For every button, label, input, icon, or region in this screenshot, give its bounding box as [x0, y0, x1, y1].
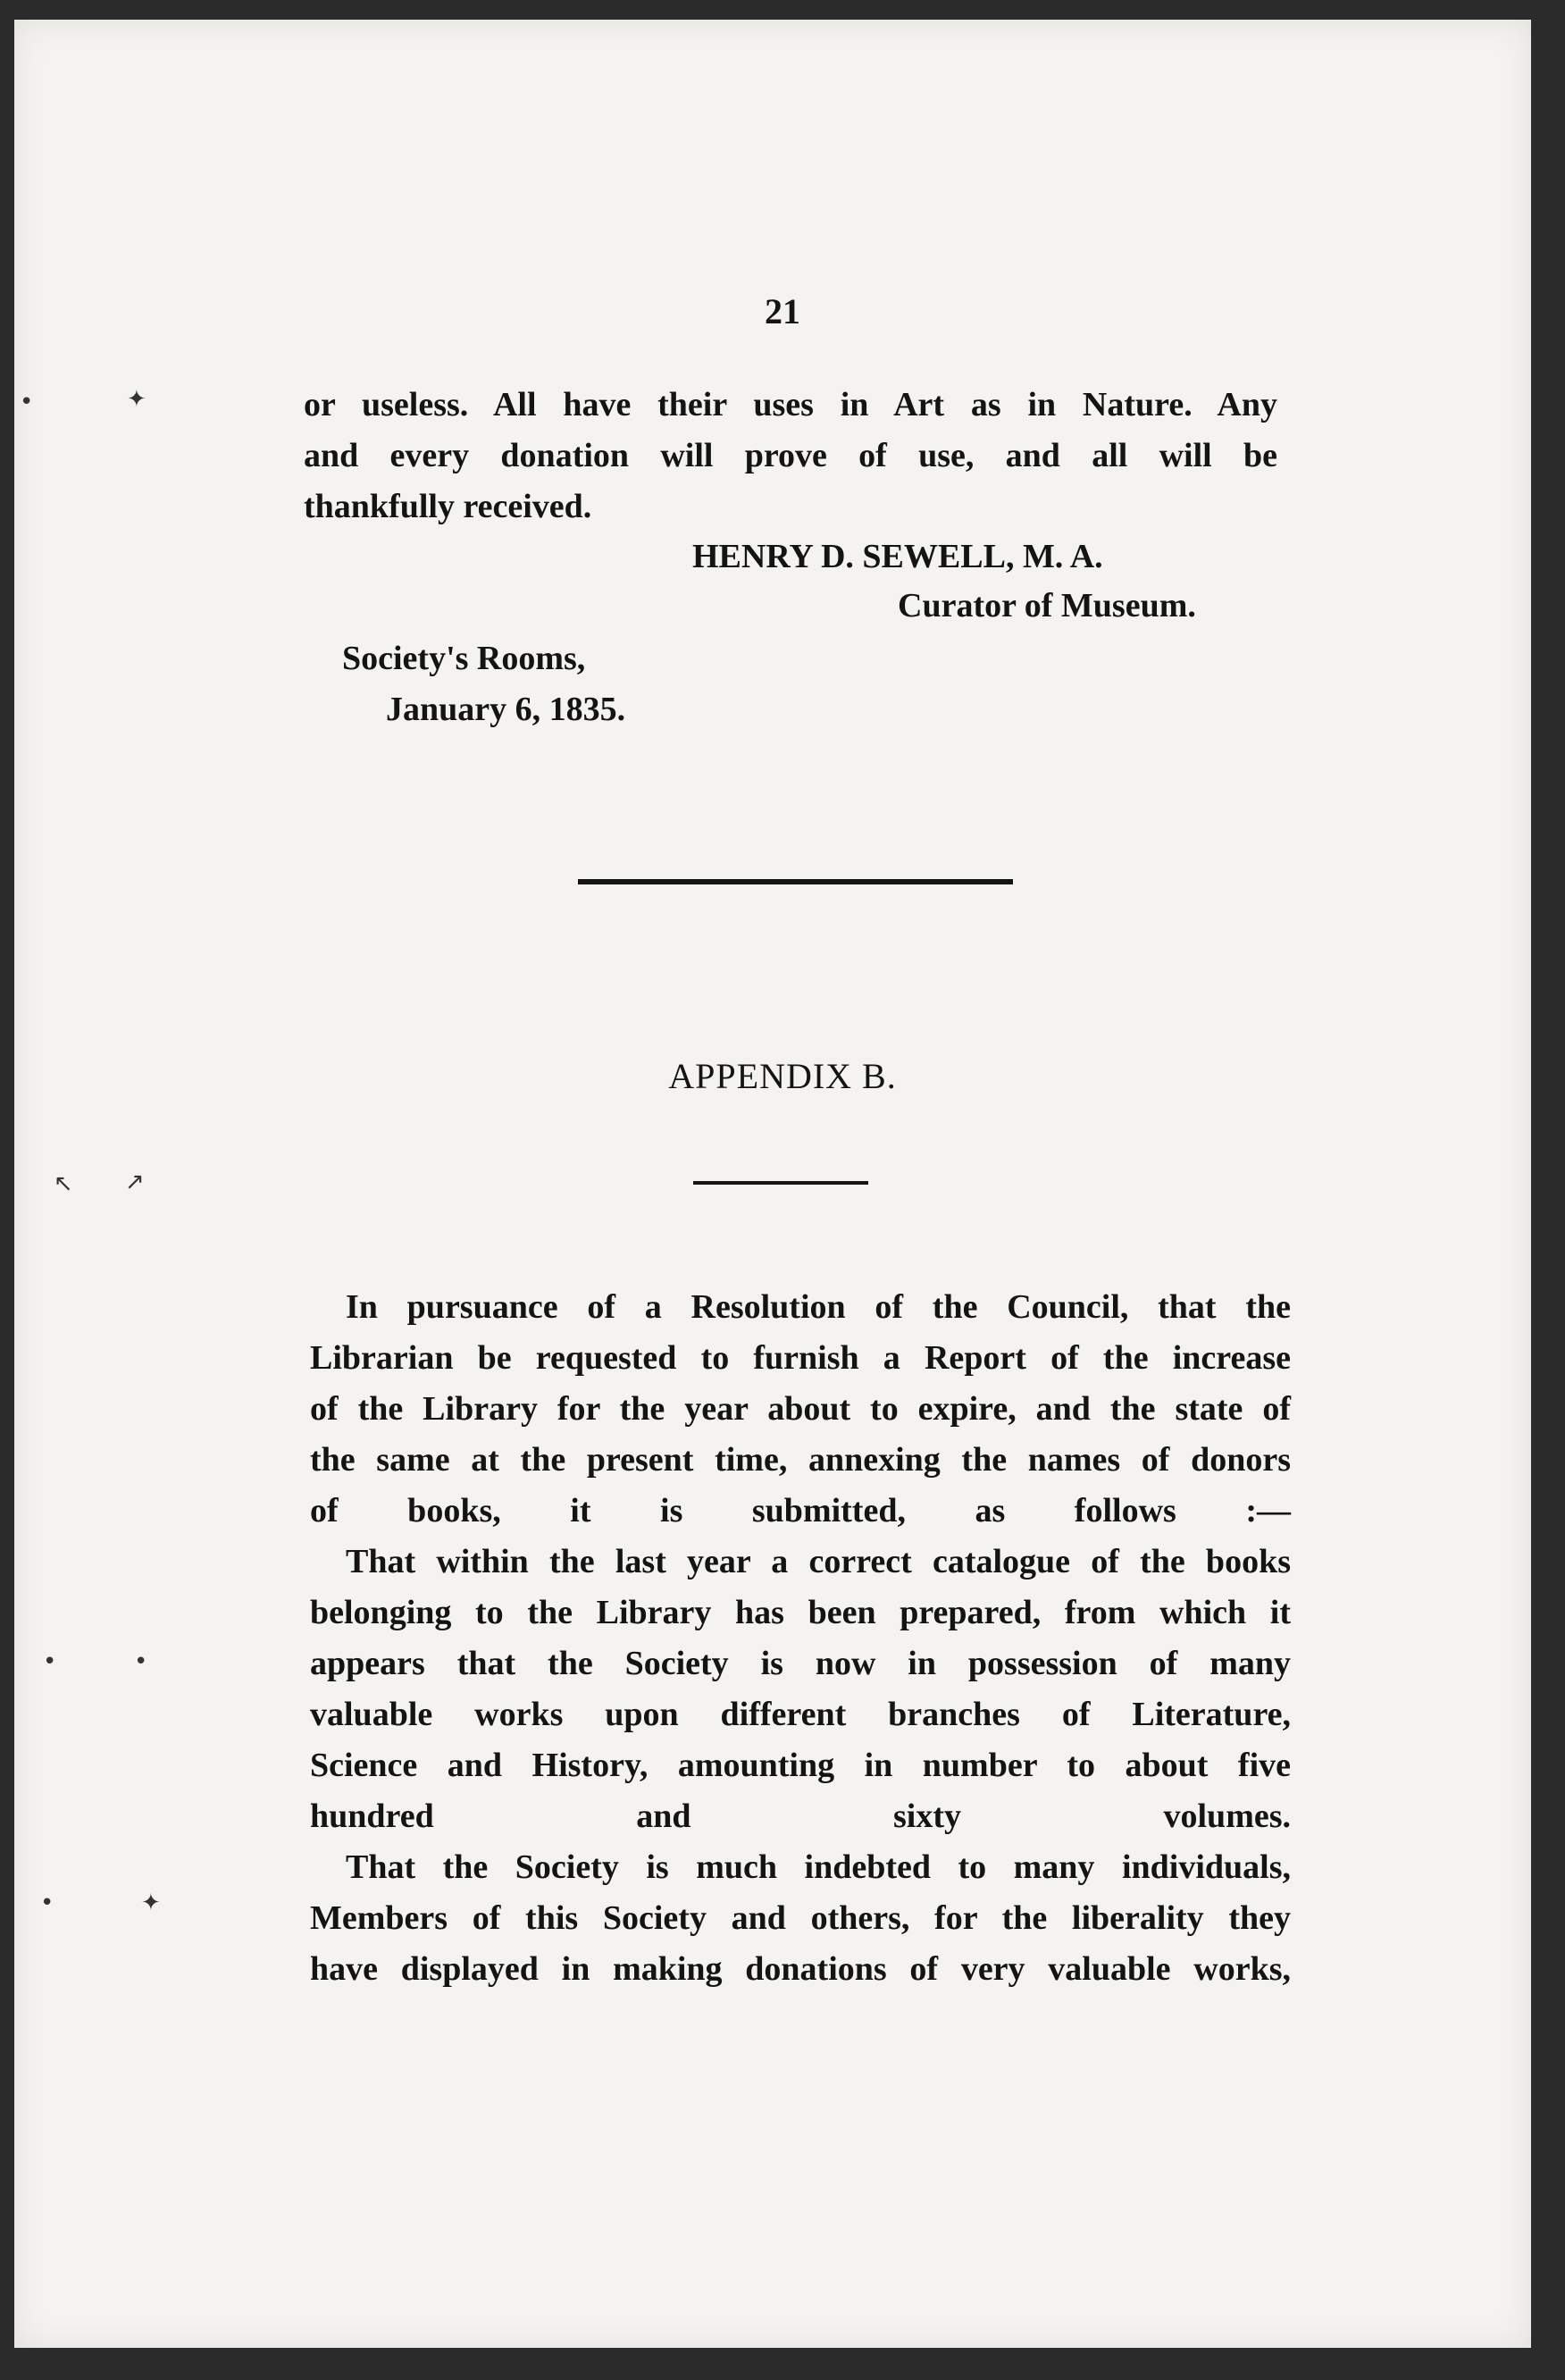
title-underline — [693, 1181, 868, 1185]
text-line: of books, it is submitted, as follows :— — [310, 1492, 1291, 1529]
margin-tick-mark: • — [40, 1890, 54, 1916]
appendix-title: APPENDIX B. — [668, 1056, 897, 1096]
text-line: thankfully received. — [304, 488, 592, 525]
closing-paragraph — [304, 380, 1277, 532]
section-divider — [578, 879, 1013, 884]
text-line: have displayed in making donations of very valuable works, — [310, 1950, 1291, 1988]
margin-tick-mark: ✦ — [141, 1890, 161, 1916]
margin-tick-mark: • — [43, 1648, 57, 1675]
text-line: Members of this Society and others, for the liberality they — [310, 1899, 1291, 1937]
margin-tick-mark: • — [20, 389, 34, 415]
signature-title: Curator of Museum. — [898, 587, 1196, 624]
text-line: and every donation will prove of use, and all will be — [304, 437, 1277, 474]
text-line: hundred and sixty volumes. — [310, 1798, 1291, 1835]
text-line: belonging to the Library has been prepared, from which it — [310, 1594, 1291, 1631]
text-line: appears that the Society is now in possession of many — [310, 1645, 1291, 1682]
margin-tick-mark: ↖ — [54, 1170, 73, 1197]
text-line: or useless. All have their uses in Art as in Nature. Any — [304, 386, 1277, 423]
text-line: valuable works upon different branches of Literature, — [310, 1696, 1291, 1733]
page-number: 21 — [765, 291, 800, 331]
text-line: That the Society is much indebted to many individuals, — [346, 1848, 1291, 1886]
margin-tick-mark: ✦ — [127, 386, 146, 413]
appendix-paragraph-2 — [310, 1537, 1291, 1842]
signature-name: HENRY D. SEWELL, M. A. — [692, 538, 1103, 575]
appendix-paragraph-1 — [310, 1282, 1291, 1537]
text-line: In pursuance of a Resolution of the Council, that the — [346, 1288, 1291, 1326]
signature-date: January 6, 1835. — [386, 691, 626, 728]
text-line: of the Library for the year about to expire, and the state of — [310, 1390, 1291, 1428]
text-line: the same at the present time, annexing the names of donors — [310, 1441, 1291, 1479]
margin-tick-mark: ↗ — [125, 1169, 145, 1195]
margin-tick-mark: • — [134, 1648, 148, 1675]
appendix-paragraph-3 — [310, 1842, 1291, 1995]
text-line: That within the last year a correct catalogue of the books — [346, 1543, 1291, 1580]
signature-place: Society's Rooms, — [342, 640, 586, 677]
text-line: Librarian be requested to furnish a Report of the increase — [310, 1339, 1291, 1377]
text-line: Science and History, amounting in number to about five — [310, 1747, 1291, 1784]
